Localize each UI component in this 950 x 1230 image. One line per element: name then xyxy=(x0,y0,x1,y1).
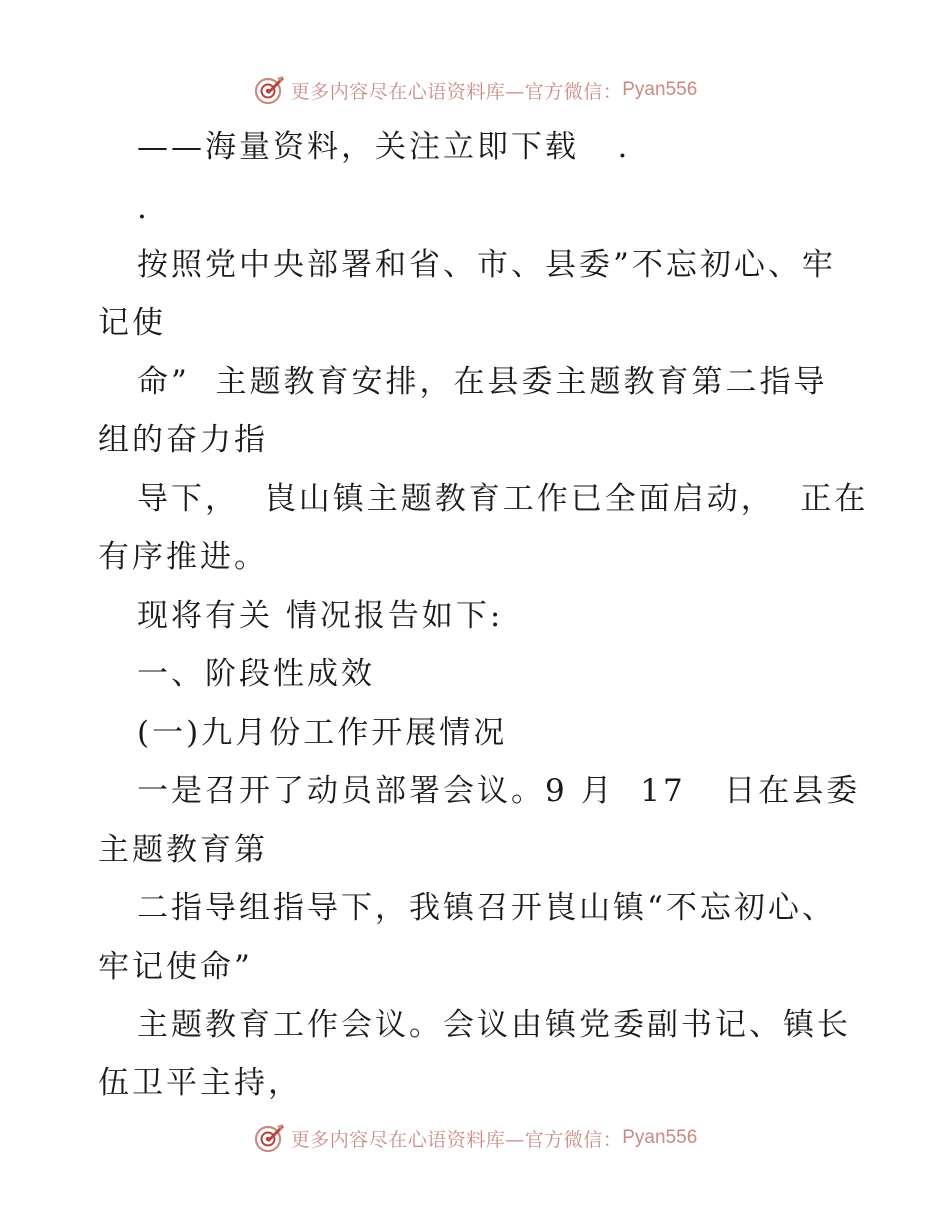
banner-wechat-id: Pyan556 xyxy=(622,79,698,100)
text-line: ——海量资料，关注立即下载 . xyxy=(137,129,631,165)
text-line: 二指导组指导下，我镇召开崀山镇“不忘初心、 xyxy=(137,890,836,926)
text-line: 按照党中央部署和省、市、县委”不忘初心、牢 xyxy=(137,247,836,283)
banner-wechat-id: Pyan556 xyxy=(622,1127,698,1148)
text-line: 主题教育工作会议。会议由镇党委副书记、镇长 xyxy=(137,1007,851,1043)
text-line: 主题教育第 xyxy=(98,832,268,868)
quill-logo-icon xyxy=(253,1122,285,1154)
text-line: 命” 主题教育安排，在县委主题教育第二指导 xyxy=(137,364,828,400)
footer-watermark-banner xyxy=(0,1118,950,1158)
section-heading: 一、阶段性成效 xyxy=(137,656,375,692)
text-line: 牢记使命” xyxy=(98,949,253,985)
text-line: 现将有关 情况报告如下: xyxy=(137,598,504,634)
text-line: 记使 xyxy=(98,305,166,341)
text-line: 导下， 崀山镇主题教育工作已全面启动， 正在 xyxy=(137,481,869,517)
text-line: 伍卫平主持， xyxy=(98,1065,302,1101)
banner-text: 更多内容尽在心语资料库—官方微信： xyxy=(290,80,623,103)
banner-text: 更多内容尽在心语资料库—官方微信： xyxy=(290,1128,623,1151)
text-line: . xyxy=(137,190,150,226)
subsection-heading: (一)九月份工作开展情况 xyxy=(137,715,508,751)
text-line: 有序推进。 xyxy=(98,539,268,575)
text-line: 一是召开了动员部署会议。9 月 17 日在县委 xyxy=(137,773,861,809)
text-line: 组的奋力指 xyxy=(98,422,268,458)
